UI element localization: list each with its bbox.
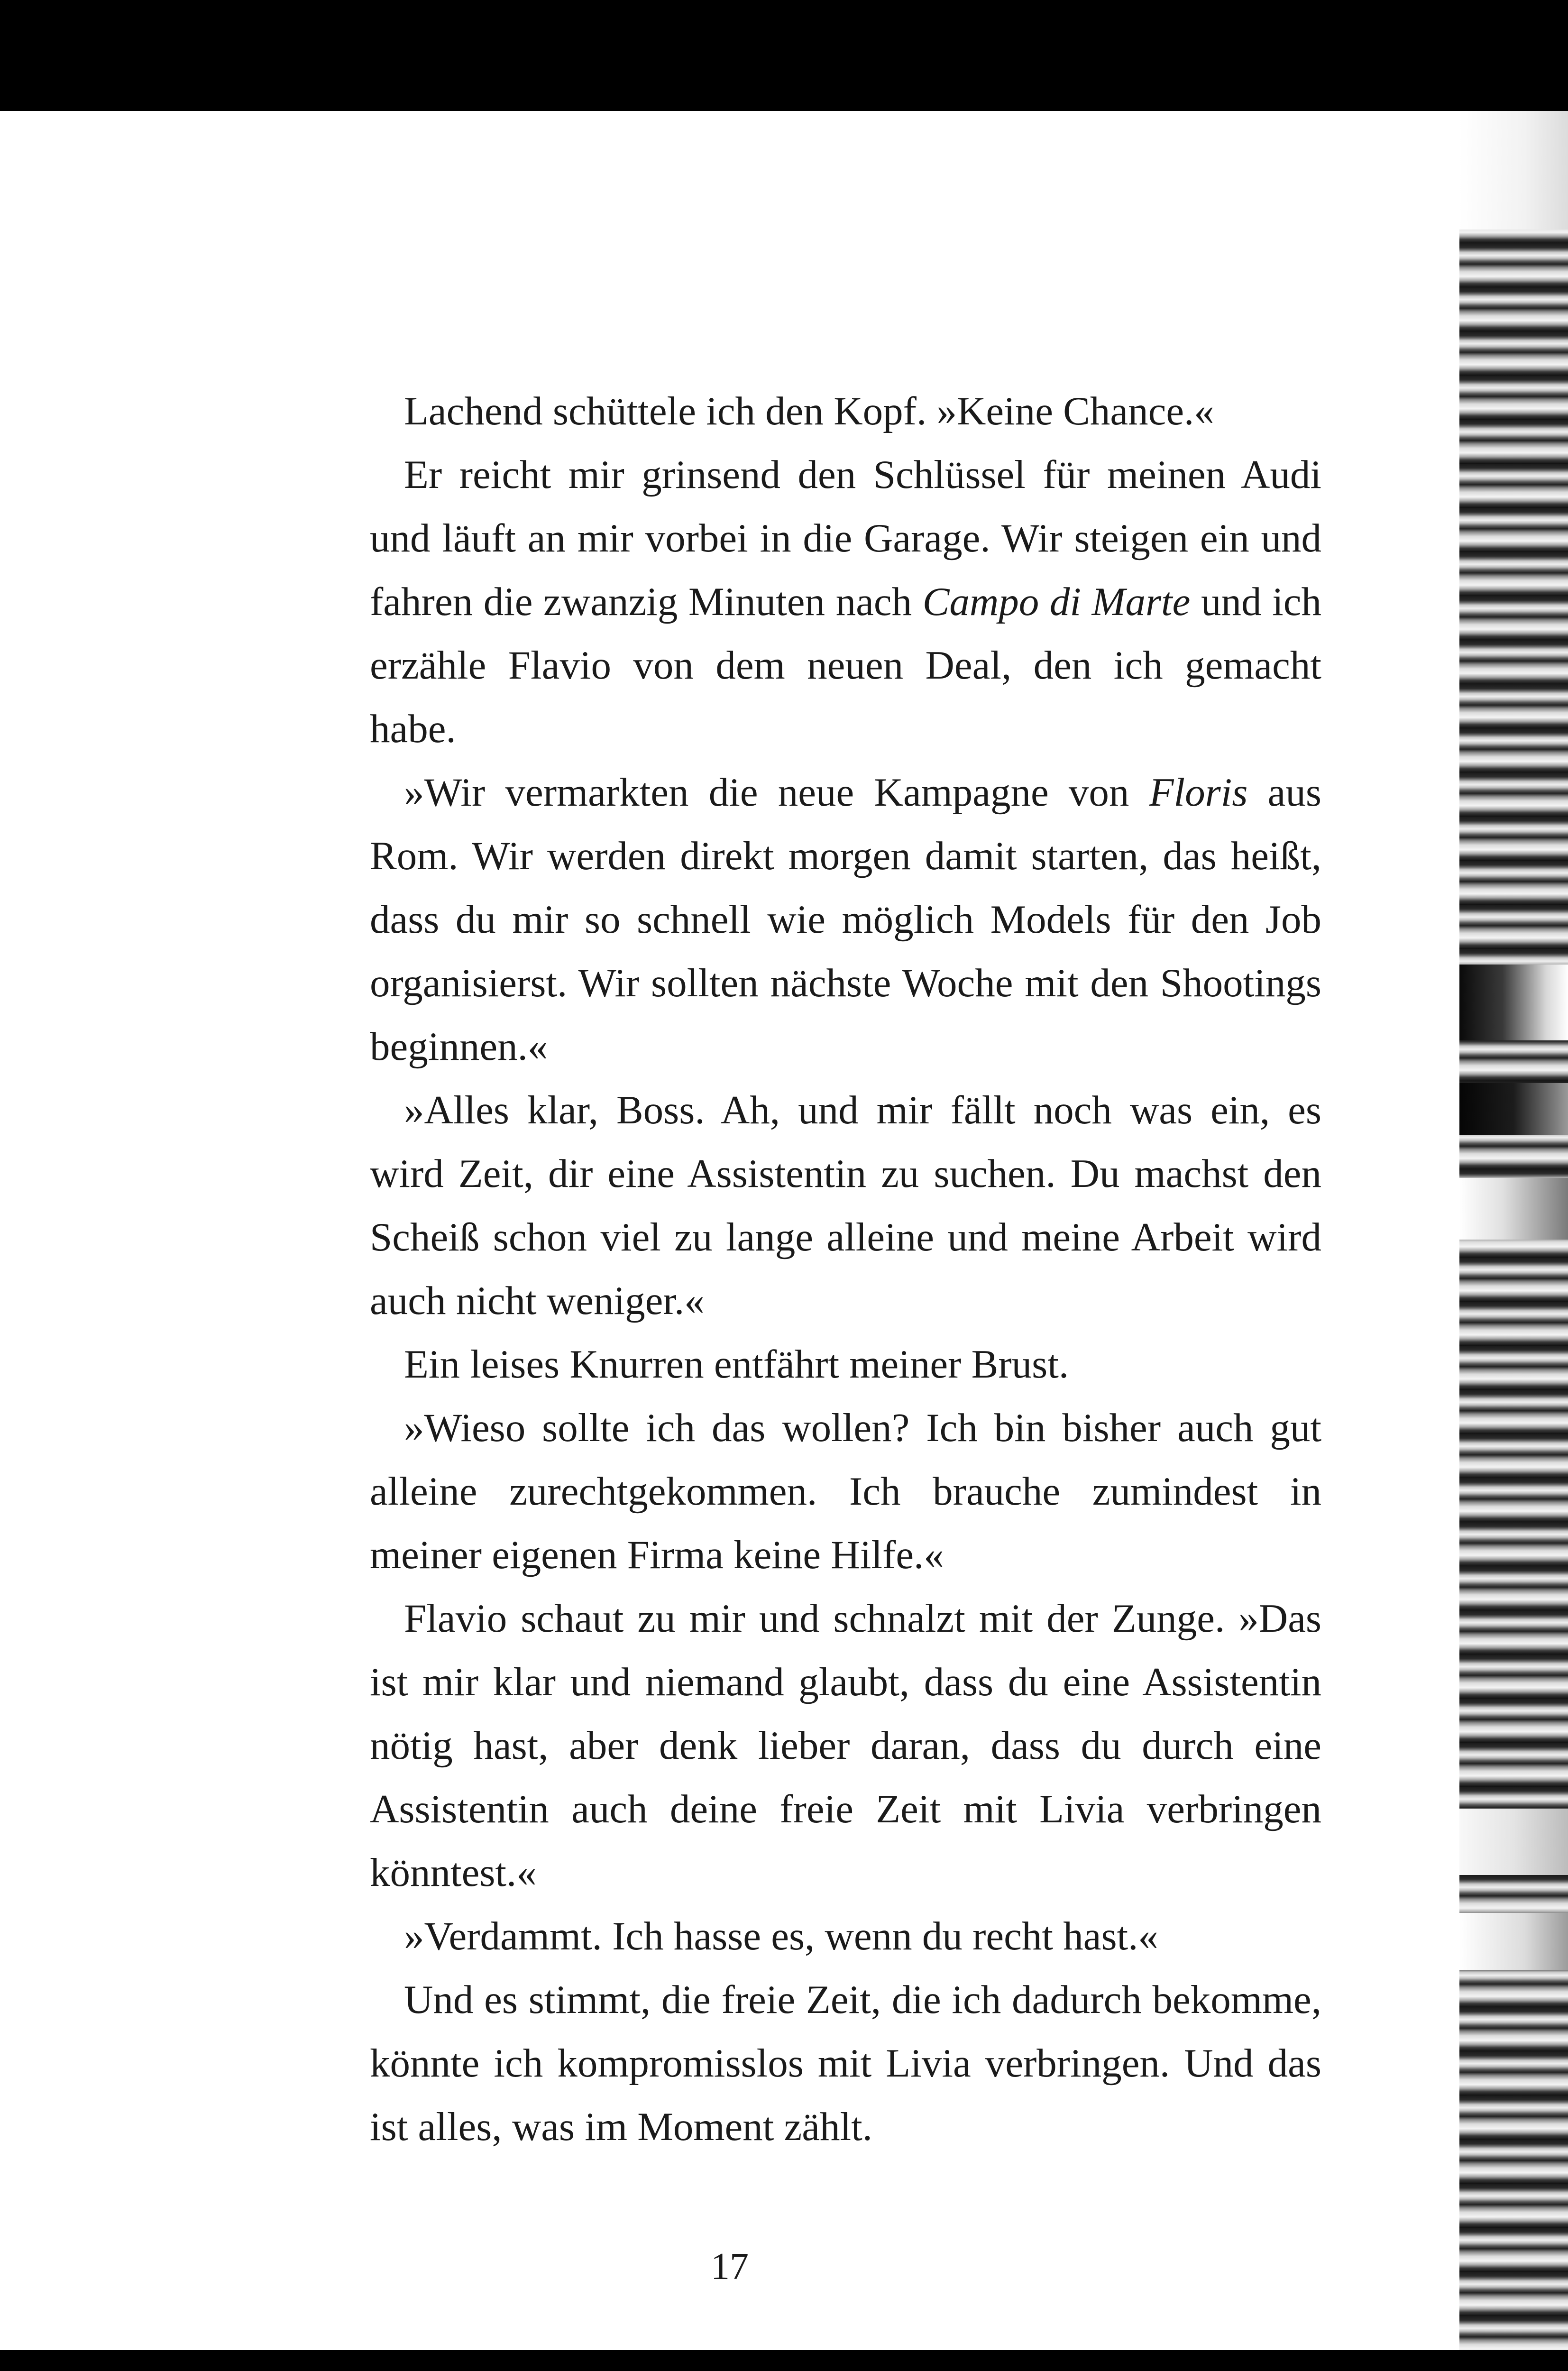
- page-edge-highlight: [1459, 111, 1568, 230]
- paragraph: Flavio schaut zu mir und schnalzt mit der Zunge. »Das ist mir klar und niemand glaubt, dass du eine Assistentin nötig hast, aber denk lieber daran, dass du durch eine Assistentin auch deine freie Zeit mit Livia verbringen könntest.«: [370, 1596, 1321, 1895]
- paragraph: Und es stimmt, die freie Zeit, die ich dadurch bekomme, könnte ich kompromisslos mit Livia verbringen. Und das ist alles, was im Moment zählt.: [370, 1977, 1321, 2149]
- body-text: [370, 379, 1321, 2159]
- paragraph-text: und ich erzähle Flavio von dem neuen Deal, den ich gemacht habe.: [370, 579, 1322, 751]
- paragraph-text: Er reicht mir grinsend den Schlüssel für meinen Audi und läuft an mir vorbei in die Garage. Wir steigen ein und fahren die zwanzig Minuten nach: [370, 452, 1321, 624]
- paragraph: Lachend schüttele ich den Kopf. »Keine Chance.«: [404, 389, 1214, 433]
- page-edge-stack: [1459, 111, 1568, 2350]
- paragraph-text: aus Rom. Wir werden direkt morgen damit starten, das heißt, dass du mir so schnell wie möglich Models für den Job organisierst. Wir sollten nächste Woche mit den Shootings beginnen.«: [370, 770, 1321, 1069]
- page-edge-band: [1459, 1809, 1568, 1875]
- italic-brand-name: Floris: [1149, 770, 1248, 815]
- italic-place-name: Campo di Marte: [922, 579, 1191, 624]
- paragraph: »Alles klar, Boss. Ah, und mir fällt noch was ein, es wird Zeit, dir eine Assistentin zu suchen. Du machst den Scheiß schon viel zu lange alleine und meine Arbeit wird auch nicht weniger.«: [370, 1088, 1321, 1323]
- page-edge-band: [1459, 1178, 1568, 1240]
- paragraph: [370, 443, 1321, 761]
- page-edge-band: [1459, 1913, 1568, 1970]
- page-edge-band: [1459, 1083, 1568, 1135]
- paragraph: »Verdammt. Ich hasse es, wenn du recht hast.«: [404, 1914, 1158, 1958]
- paragraph: »Wieso sollte ich das wollen? Ich bin bisher auch gut alleine zurechtgekommen. Ich brauche zumindest in meiner eigenen Firma keine Hilfe.«: [370, 1406, 1321, 1577]
- page-edge-band: [1459, 965, 1568, 1040]
- paragraph: [370, 761, 1321, 1078]
- paragraph: Ein leises Knurren entfährt meiner Brust.: [404, 1342, 1069, 1387]
- page-number: 17: [711, 2246, 749, 2288]
- paragraph-text: »Wir vermarkten die neue Kampagne von: [404, 770, 1149, 815]
